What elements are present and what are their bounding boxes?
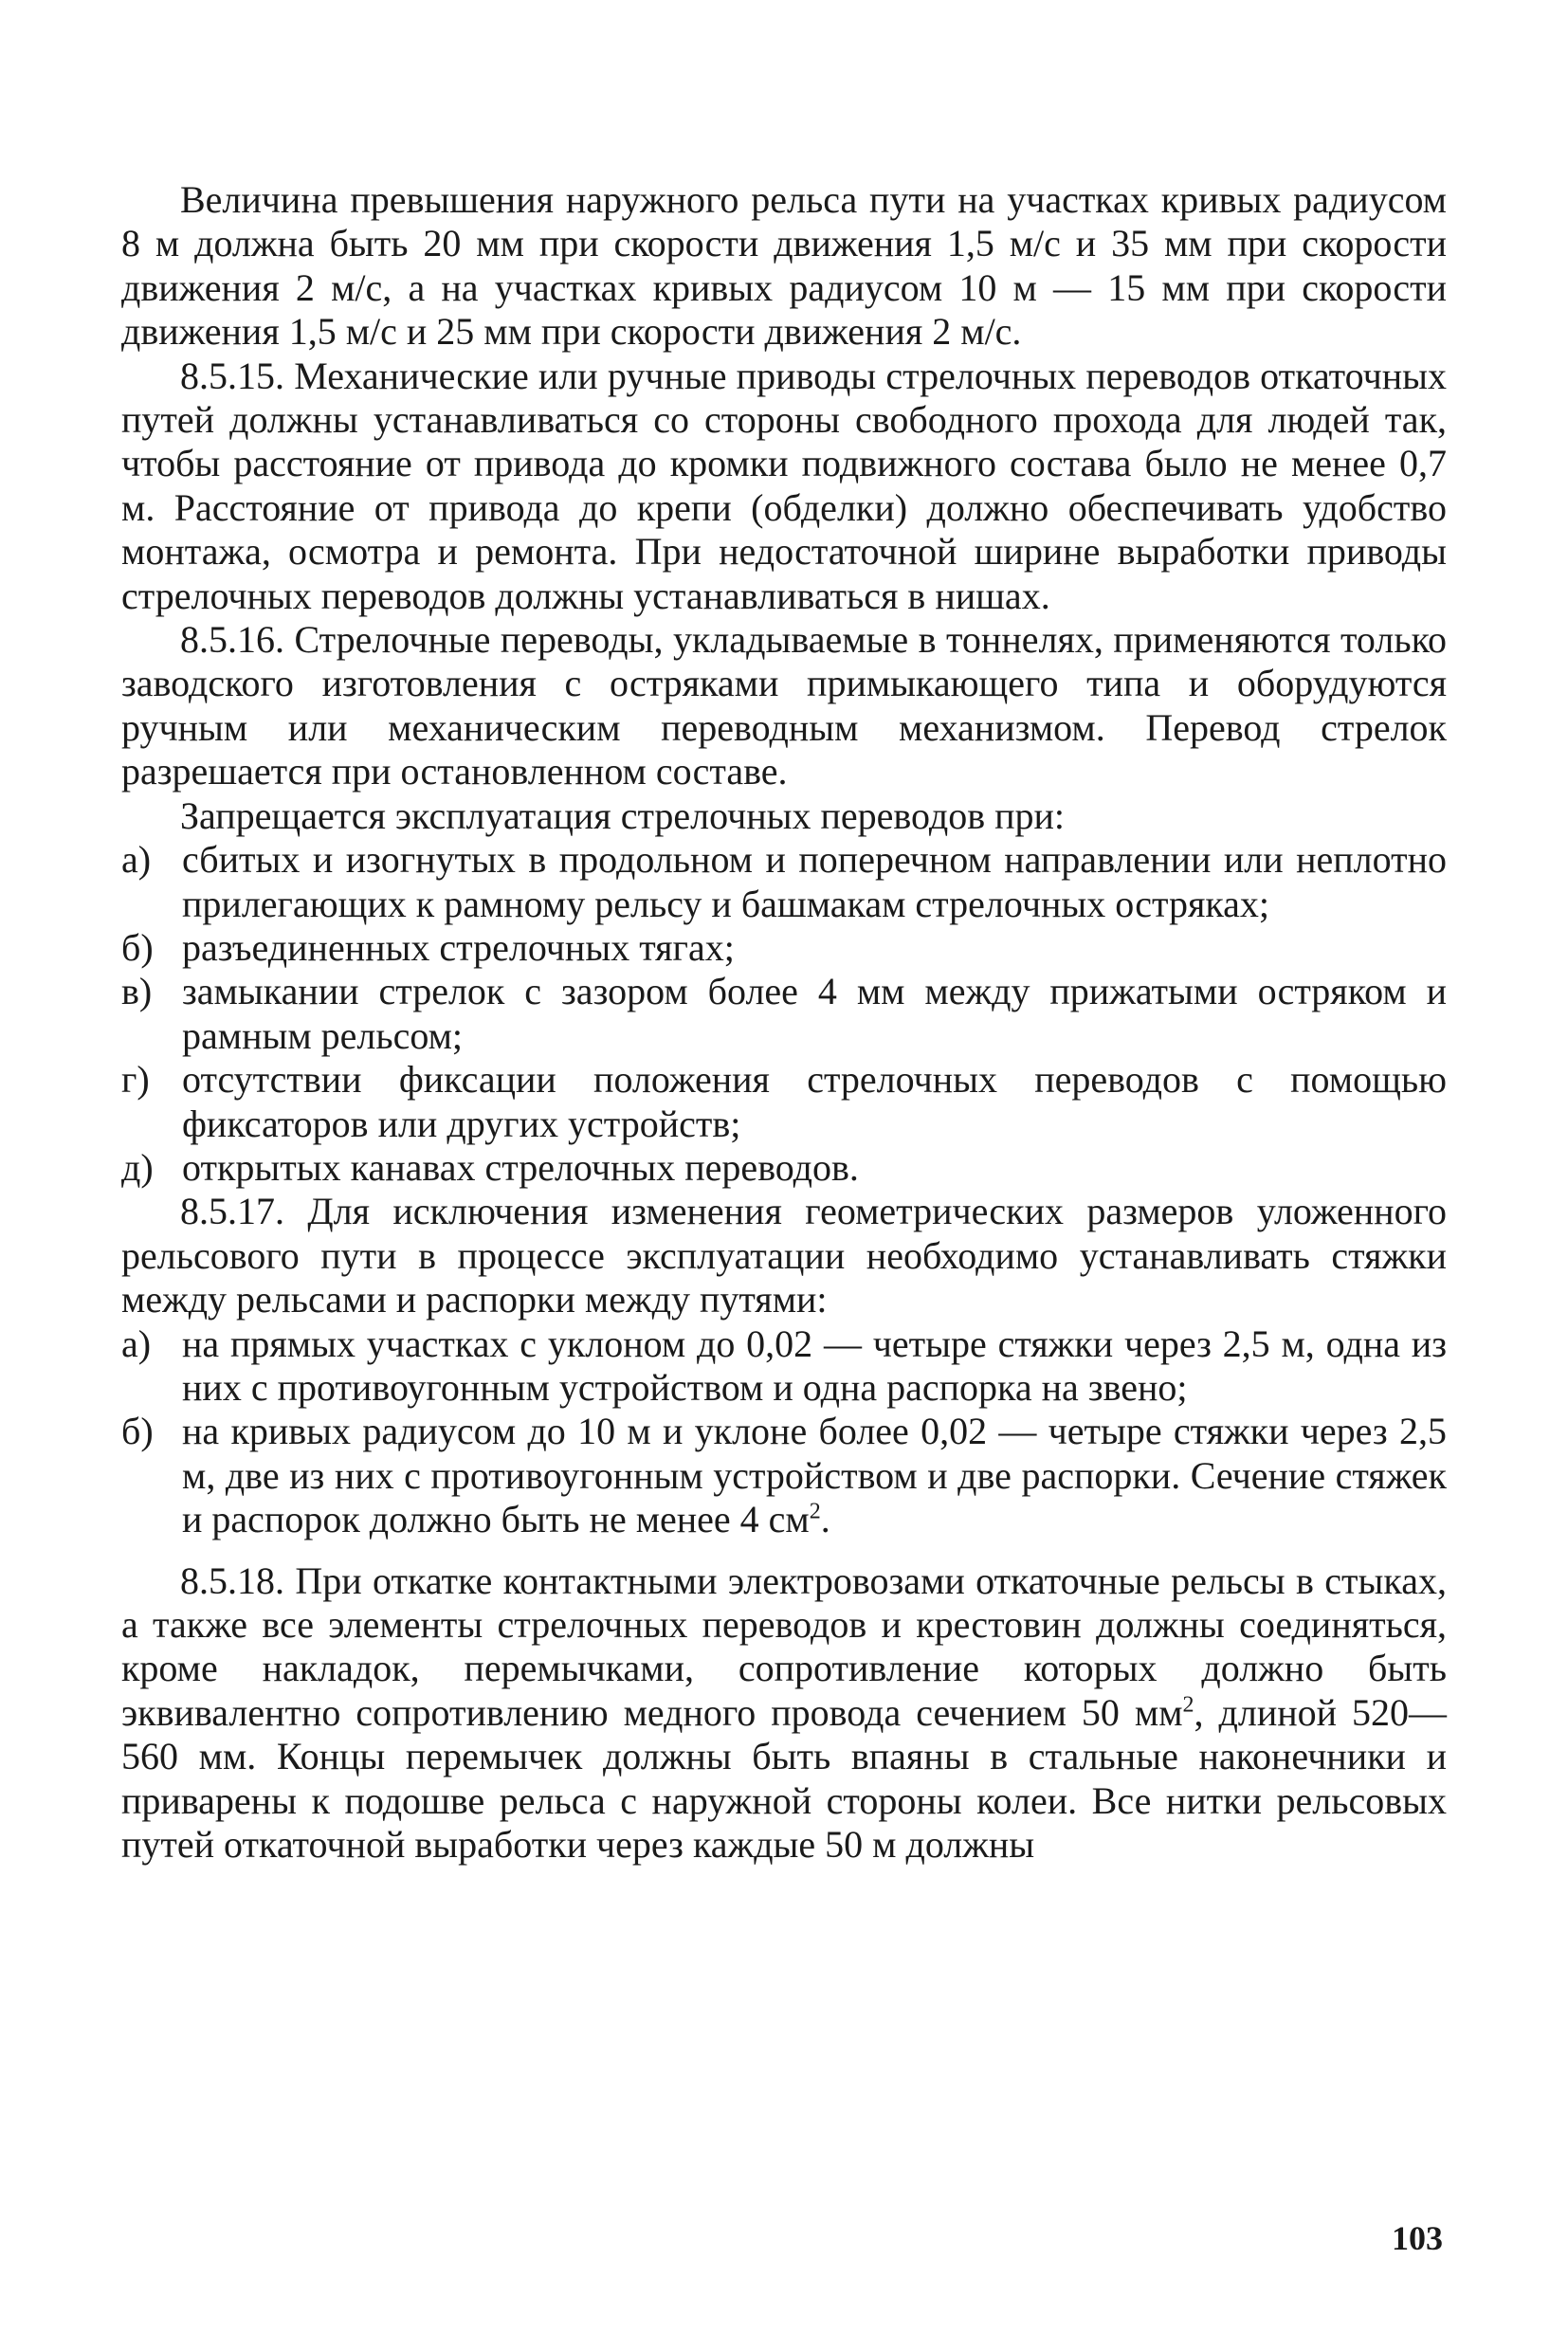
list-item xyxy=(121,838,1447,926)
list-item xyxy=(121,926,1447,970)
list-marker: д) xyxy=(121,1145,154,1189)
paragraph-8-5-18 xyxy=(121,1559,1447,1868)
list-marker: в) xyxy=(121,970,153,1013)
list-item xyxy=(121,1146,1447,1190)
list-item-text: отсутствии фиксации положения стрелочных переводов с помощью фиксаторов или других устройств; xyxy=(182,1058,1447,1145)
paragraph-8-5-16: 8.5.16. Стрелочные переводы, укладываемые в тоннелях, применяются только заводского изготовления с остряками примыкающего типа и оборудуются ручным или механическим переводным механизмом. Перевод стрелок разрешается при остановленном составе. xyxy=(121,618,1447,793)
list-item xyxy=(121,970,1447,1058)
list-marker: г) xyxy=(121,1058,150,1102)
list-item-text: замыкании стрелок с зазором более 4 мм между прижатыми остряком и рамным рельсом; xyxy=(182,970,1447,1057)
list-item-text-end: . xyxy=(820,1498,830,1541)
list-marker: б) xyxy=(121,1410,154,1453)
superscript: 2 xyxy=(809,1499,821,1524)
list-item-text: на прямых участках с уклоном до 0,02 — четыре стяжки через 2,5 м, одна из них с противоугонным устройством и одна распорка на звено; xyxy=(182,1321,1447,1409)
page-number: 103 xyxy=(1392,2219,1443,2257)
list-item-text: разъединенных стрелочных тягах; xyxy=(182,925,735,969)
prohibition-intro: Запрещается эксплуатация стрелочных переводов при: xyxy=(180,793,1066,837)
superscript: 2 xyxy=(1182,1692,1194,1718)
paragraph-8-5-15: 8.5.15. Механические или ручные приводы стрелочных переводов откаточных путей должны устанавливаться со стороны свободного прохода для людей так, чтобы расстояние от привода до кромки подвижного состава было не менее 0,7 м. Расстояние от привода до крепи (обделки) должно обеспечивать удобство монтажа, осмотра и ремонта. При недостаточной ширине выработки приводы стрелочных переводов должны устанавливаться в нишах. xyxy=(121,354,1447,617)
list-item xyxy=(121,1322,1447,1411)
list-item xyxy=(121,1058,1447,1146)
list-item-text xyxy=(182,1410,1447,1541)
list-item-text: открытых канавах стрелочных переводов. xyxy=(182,1145,859,1189)
body-text xyxy=(121,178,1447,1867)
prohibition-list xyxy=(121,838,1447,1190)
paragraph-8-5-18-part1: 8.5.18. При откатке контактными электровозами откаточные рельсы в стыках, а также все элементы стрелочных переводов и крестовин должны соединяться, кроме накладок, перемычками, сопротивление которых должно быть эквивалентно сопротивлению медного провода сечением 50 мм xyxy=(121,1558,1447,1734)
list-marker: а) xyxy=(121,1321,152,1365)
paragraph-rail-elevation: Величина превышения наружного рельса пути на участках кривых радиусом 8 м должна быть 20 мм при скорости движения 1,5 м/с и 35 мм при скорости движения 2 м/с, а на участках кривых радиусом 10 м — 15 мм при скорости движения 1,5 м/с и 25 мм при скорости движения 2 м/с. xyxy=(121,178,1447,354)
list-marker: б) xyxy=(121,925,154,969)
list-item-text: сбитых и изогнутых в продольном и поперечном направлении или неплотно прилегающих к рамному рельсу и башмакам стрелочных остряках; xyxy=(182,838,1447,925)
ties-list xyxy=(121,1322,1447,1542)
list-marker: а) xyxy=(121,838,152,882)
paragraph-8-5-18-part2: , длиной 520—560 мм. Концы перемычек должны быть впаяны в стальные наконечники и приварены к подошве рельса с наружной стороны колеи. Все нитки рельсовых путей откаточной выработки через каждые 50 м должны xyxy=(121,1690,1447,1867)
paragraph-8-5-17: 8.5.17. Для исключения изменения геометрических размеров уложенного рельсового пути в процессе эксплуатации необходимо устанавливать стяжки между рельсами и распорки между путями: xyxy=(121,1190,1447,1321)
list-item-text-main: на кривых радиусом до 10 м и уклоне более 0,02 — четыре стяжки через 2,5 м, две из них с противоугонным устройством и две распорки. Сечение стяжек и распорок должно быть не менее 4 см xyxy=(182,1410,1447,1541)
list-item xyxy=(121,1410,1447,1541)
